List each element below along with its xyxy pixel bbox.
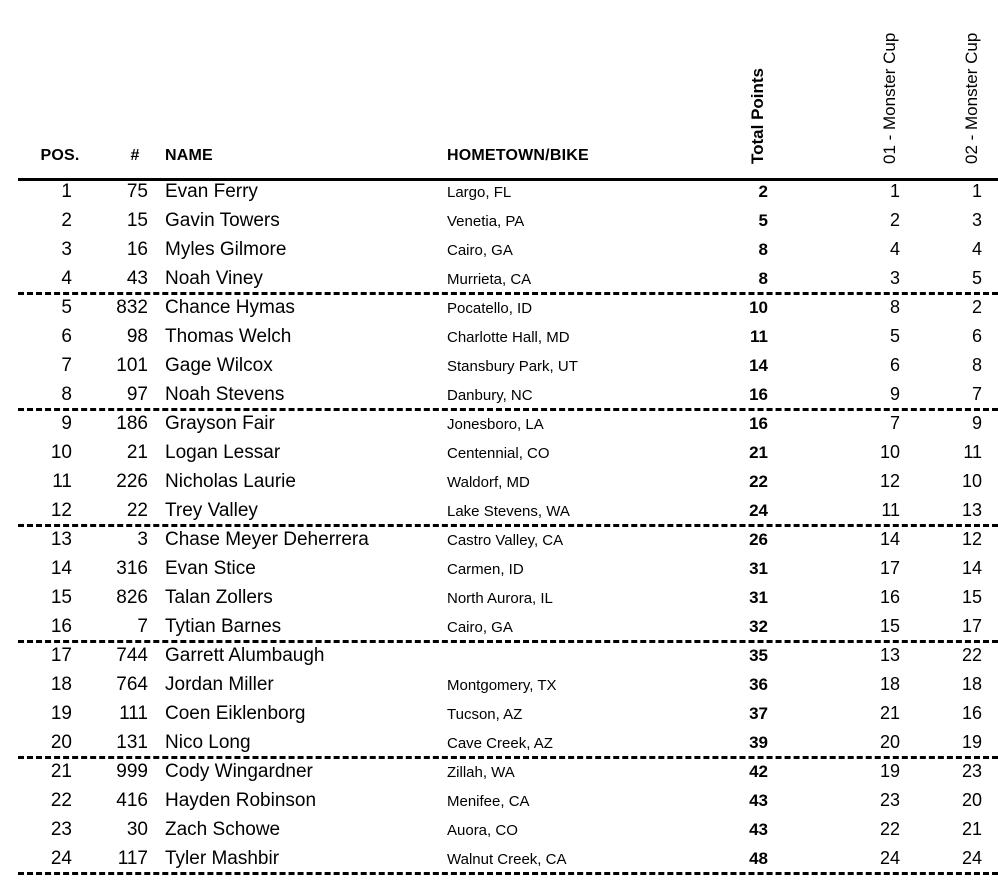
group-separator (18, 872, 998, 875)
cell-position: 20 (50, 732, 72, 753)
cell-round-01: 10 (879, 442, 900, 462)
column-header-round-01: 01 - Monster Cup (880, 32, 899, 164)
cell-total-points: 11 (750, 327, 768, 346)
cell-rider-number: 226 (116, 471, 148, 492)
cell-hometown: Largo, FL (447, 184, 512, 201)
cell-round-01: 4 (889, 239, 900, 259)
cell-round-01: 8 (889, 297, 900, 317)
column-header-total-points: Total Points (748, 67, 767, 164)
cell-rider-name: Tytian Barnes (165, 616, 282, 637)
cell-rider-number: 30 (126, 819, 148, 840)
cell-hometown: Jonesboro, LA (447, 416, 544, 433)
cell-total-points: 36 (749, 675, 768, 694)
table-row[interactable] (0, 700, 998, 729)
cell-round-01: 12 (879, 471, 900, 491)
cell-rider-name: Gavin Towers (165, 210, 280, 231)
cell-round-02: 10 (961, 471, 982, 491)
cell-round-01: 1 (889, 181, 900, 201)
cell-hometown: Cairo, GA (447, 619, 513, 636)
cell-hometown: Cairo, GA (447, 242, 513, 259)
table-row[interactable] (0, 642, 998, 671)
cell-total-points: 35 (749, 646, 768, 665)
table-row[interactable] (0, 671, 998, 700)
cell-round-01: 16 (879, 587, 900, 607)
cell-round-01: 14 (879, 529, 900, 549)
table-row[interactable] (0, 468, 998, 497)
cell-rider-name: Nicholas Laurie (165, 471, 296, 492)
table-row[interactable] (0, 352, 998, 381)
cell-round-02: 24 (961, 848, 982, 868)
table-row[interactable] (0, 787, 998, 816)
cell-round-02: 17 (961, 616, 982, 636)
cell-total-points: 24 (749, 501, 768, 520)
cell-position: 14 (50, 558, 72, 579)
cell-total-points: 22 (749, 472, 768, 491)
cell-total-points: 14 (749, 356, 768, 375)
cell-position: 7 (61, 355, 72, 376)
cell-round-02: 11 (963, 442, 982, 462)
cell-round-01: 23 (879, 790, 900, 810)
cell-rider-number: 22 (126, 500, 148, 521)
cell-round-01: 21 (879, 703, 900, 723)
cell-round-02: 3 (971, 210, 982, 230)
cell-round-02: 22 (961, 645, 982, 665)
cell-hometown: Castro Valley, CA (447, 532, 564, 549)
cell-round-02: 6 (971, 326, 982, 346)
cell-rider-number: 111 (119, 703, 148, 724)
standings-rows (0, 178, 998, 874)
cell-position: 3 (61, 239, 72, 260)
cell-position: 5 (61, 297, 72, 318)
cell-round-01: 22 (879, 819, 900, 839)
cell-total-points: 31 (749, 588, 768, 607)
cell-rider-name: Chase Meyer Deherrera (165, 529, 369, 550)
table-row[interactable] (0, 758, 998, 787)
cell-rider-name: Garrett Alumbaugh (165, 645, 325, 666)
cell-hometown: Carmen, ID (447, 561, 524, 578)
cell-position: 17 (50, 645, 72, 666)
cell-hometown: Menifee, CA (447, 793, 530, 810)
cell-hometown (447, 642, 717, 671)
cell-round-01: 6 (889, 355, 900, 375)
cell-hometown: North Aurora, IL (447, 590, 553, 607)
cell-round-02: 8 (971, 355, 982, 375)
table-row[interactable] (0, 439, 998, 468)
cell-rider-name: Evan Ferry (165, 181, 258, 202)
cell-position: 12 (50, 500, 72, 521)
cell-rider-number: 826 (116, 587, 148, 608)
cell-total-points: 16 (749, 385, 768, 404)
cell-rider-name: Nico Long (165, 732, 251, 753)
cell-hometown: Stansbury Park, UT (447, 358, 578, 375)
cell-round-02: 13 (961, 500, 982, 520)
cell-round-02: 21 (961, 819, 982, 839)
cell-round-01: 13 (879, 645, 900, 665)
column-header-name: NAME (165, 147, 213, 164)
cell-rider-name: Trey Valley (165, 500, 258, 521)
cell-rider-number: 186 (116, 413, 148, 434)
cell-rider-number: 16 (126, 239, 148, 260)
cell-total-points: 31 (749, 559, 768, 578)
cell-rider-number: 131 (116, 732, 148, 753)
cell-rider-name: Hayden Robinson (165, 790, 317, 811)
column-header-position: POS. (40, 147, 80, 164)
cell-position: 9 (61, 413, 72, 434)
cell-rider-number: 999 (116, 761, 148, 782)
cell-round-01: 18 (879, 674, 900, 694)
cell-round-01: 19 (879, 761, 900, 781)
cell-round-01: 11 (881, 500, 900, 520)
cell-rider-name: Jordan Miller (165, 674, 274, 695)
cell-total-points: 8 (758, 269, 768, 288)
cell-round-01: 9 (889, 384, 900, 404)
cell-position: 2 (61, 210, 72, 231)
cell-hometown: Lake Stevens, WA (447, 503, 570, 520)
table-row[interactable] (0, 265, 998, 294)
cell-position: 15 (50, 587, 72, 608)
cell-total-points: 43 (749, 820, 768, 839)
cell-total-points: 8 (758, 240, 768, 259)
cell-round-02: 19 (961, 732, 982, 752)
table-row[interactable] (0, 381, 998, 410)
cell-round-02: 20 (961, 790, 982, 810)
column-header-round-02: 02 - Monster Cup (962, 32, 981, 164)
cell-rider-number: 316 (116, 558, 148, 579)
cell-rider-number: 21 (126, 442, 148, 463)
cell-rider-number: 43 (126, 268, 148, 289)
cell-rider-number: 98 (126, 326, 148, 347)
cell-rider-number: 15 (126, 210, 148, 231)
cell-total-points: 10 (749, 298, 768, 317)
table-row[interactable] (0, 236, 998, 265)
cell-rider-name: Tyler Mashbir (165, 848, 280, 869)
cell-hometown: Venetia, PA (447, 213, 525, 230)
cell-total-points: 43 (749, 791, 768, 810)
cell-position: 6 (61, 326, 72, 347)
cell-hometown: Danbury, NC (447, 387, 533, 404)
cell-position: 11 (52, 471, 72, 492)
cell-hometown: Walnut Creek, CA (447, 851, 567, 868)
cell-rider-name: Evan Stice (165, 558, 256, 579)
table-row[interactable] (0, 410, 998, 439)
cell-rider-number: 416 (116, 790, 148, 811)
cell-round-01: 5 (889, 326, 900, 346)
cell-rider-name: Chance Hymas (165, 297, 295, 318)
column-header-hometown: HOMETOWN/BIKE (447, 147, 589, 164)
cell-hometown: Centennial, CO (447, 445, 550, 462)
cell-total-points: 16 (749, 414, 768, 433)
table-row[interactable] (0, 555, 998, 584)
cell-rider-number: 832 (116, 297, 148, 318)
cell-round-02: 2 (971, 297, 982, 317)
cell-rider-name: Thomas Welch (165, 326, 292, 347)
table-row[interactable] (0, 816, 998, 845)
cell-rider-number: 101 (116, 355, 148, 376)
cell-round-01: 17 (879, 558, 900, 578)
cell-hometown: Pocatello, ID (447, 300, 533, 317)
cell-hometown: Auora, CO (447, 822, 518, 839)
cell-round-02: 9 (971, 413, 982, 433)
cell-rider-name: Myles Gilmore (165, 239, 287, 260)
cell-hometown: Murrieta, CA (447, 271, 532, 288)
cell-round-02: 12 (961, 529, 982, 549)
table-row[interactable] (0, 613, 998, 642)
cell-hometown: Cave Creek, AZ (447, 735, 553, 752)
cell-round-01: 3 (889, 268, 900, 288)
cell-round-02: 1 (971, 181, 982, 201)
cell-position: 18 (50, 674, 72, 695)
cell-total-points: 2 (758, 182, 768, 201)
cell-rider-name: Noah Stevens (165, 384, 285, 405)
cell-rider-number: 7 (137, 616, 148, 637)
cell-hometown: Montgomery, TX (447, 677, 557, 694)
cell-total-points: 39 (749, 733, 768, 752)
cell-hometown: Charlotte Hall, MD (447, 329, 570, 346)
cell-rider-number: 744 (116, 645, 148, 666)
table-row[interactable] (0, 526, 998, 555)
cell-position: 8 (61, 384, 72, 405)
cell-hometown: Zillah, WA (447, 764, 515, 781)
cell-position: 24 (50, 848, 72, 869)
cell-round-02: 15 (961, 587, 982, 607)
table-row[interactable] (0, 497, 998, 526)
cell-rider-number: 75 (126, 181, 148, 202)
cell-position: 13 (50, 529, 72, 550)
cell-round-01: 20 (879, 732, 900, 752)
cell-rider-number: 3 (137, 529, 148, 550)
table-header (0, 0, 998, 178)
cell-rider-name: Logan Lessar (165, 442, 281, 463)
column-header-number: # (130, 147, 140, 164)
table-row[interactable] (0, 845, 998, 874)
cell-total-points: 42 (749, 762, 768, 781)
table-row[interactable] (0, 207, 998, 236)
table-row[interactable] (0, 729, 998, 758)
cell-rider-name: Noah Viney (165, 268, 263, 289)
table-row[interactable] (0, 584, 998, 613)
cell-rider-name: Coen Eiklenborg (165, 703, 306, 724)
cell-total-points: 26 (749, 530, 768, 549)
cell-round-02: 5 (971, 268, 982, 288)
cell-hometown: Tucson, AZ (447, 706, 523, 723)
cell-total-points: 5 (758, 211, 768, 230)
cell-rider-name: Zach Schowe (165, 819, 281, 840)
cell-position: 21 (50, 761, 72, 782)
cell-position: 4 (61, 268, 72, 289)
cell-round-01: 2 (889, 210, 900, 230)
cell-position: 22 (50, 790, 72, 811)
cell-total-points: 37 (749, 704, 768, 723)
cell-round-01: 7 (889, 413, 900, 433)
cell-position: 1 (61, 181, 72, 202)
table-row[interactable] (0, 323, 998, 352)
cell-round-02: 23 (961, 761, 982, 781)
cell-total-points: 21 (749, 443, 768, 462)
cell-round-01: 15 (879, 616, 900, 636)
cell-hometown: Waldorf, MD (447, 474, 530, 491)
table-row[interactable] (0, 294, 998, 323)
cell-position: 19 (50, 703, 72, 724)
cell-round-02: 16 (961, 703, 982, 723)
cell-rider-name: Cody Wingardner (165, 761, 313, 782)
cell-total-points: 48 (749, 849, 768, 868)
cell-position: 23 (50, 819, 72, 840)
cell-rider-number: 764 (116, 674, 148, 695)
cell-round-02: 18 (961, 674, 982, 694)
cell-round-01: 24 (879, 848, 900, 868)
cell-rider-name: Grayson Fair (165, 413, 275, 434)
cell-position: 10 (50, 442, 72, 463)
cell-round-02: 14 (961, 558, 982, 578)
cell-total-points: 32 (749, 617, 768, 636)
cell-rider-name: Gage Wilcox (165, 355, 273, 376)
cell-rider-name: Talan Zollers (165, 587, 273, 608)
cell-rider-number: 97 (126, 384, 148, 405)
table-row[interactable] (0, 178, 998, 207)
cell-position: 16 (50, 616, 72, 637)
cell-round-02: 7 (971, 384, 982, 404)
cell-rider-number: 117 (117, 848, 148, 869)
cell-round-02: 4 (971, 239, 982, 259)
